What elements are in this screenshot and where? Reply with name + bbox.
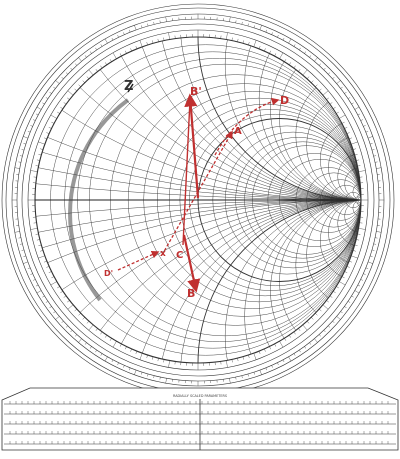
label-a: A	[234, 126, 242, 137]
ring-tick	[105, 62, 107, 64]
ruler-caption: RADIALLY SCALED PARAMETERS	[173, 394, 227, 398]
ring-tick	[123, 32, 124, 34]
ring-tick	[345, 127, 348, 128]
ring-tick	[328, 73, 330, 75]
ring-tick	[75, 309, 77, 311]
ring-tick	[75, 335, 77, 337]
ring-tick	[147, 42, 148, 45]
ring-tick	[361, 279, 363, 280]
ring-tick	[277, 363, 278, 365]
reactance-arc	[198, 0, 400, 200]
ring-tick	[266, 30, 267, 32]
ring-tick	[260, 370, 262, 375]
ring-tick	[75, 89, 77, 91]
ring-tick	[44, 138, 47, 139]
ring-tick	[319, 309, 321, 311]
ring-tick	[96, 328, 98, 330]
label-b-prime: B'	[190, 85, 202, 98]
ring-tick	[372, 250, 374, 251]
reactance-arc	[35, 0, 400, 200]
ring-tick	[15, 168, 20, 169]
ring-tick	[60, 107, 62, 109]
ring-tick	[304, 346, 305, 348]
ring-tick	[314, 58, 317, 62]
ring-tick	[42, 103, 44, 104]
ring-tick	[140, 353, 142, 360]
ring-tick	[315, 85, 317, 87]
ring-tick	[347, 266, 350, 267]
ring-tick	[40, 149, 43, 150]
ring-tick	[140, 40, 142, 47]
ring-tick	[136, 46, 137, 49]
ring-tick	[60, 291, 62, 293]
arc-to-d	[215, 100, 278, 155]
ring-tick	[326, 98, 328, 100]
ring-tick	[366, 268, 368, 269]
ring-tick	[349, 138, 352, 139]
ring-tick	[319, 64, 321, 66]
ring-tick	[68, 305, 73, 309]
ring-tick	[44, 261, 47, 262]
ring-tick	[294, 44, 295, 46]
ring-tick	[105, 335, 107, 337]
ring-tick	[375, 238, 377, 239]
ring-tick	[324, 330, 326, 332]
ring-tick	[125, 51, 126, 54]
ring-tick	[347, 132, 350, 133]
ring-tick	[40, 250, 43, 251]
ring-tick	[341, 87, 343, 89]
ring-tick	[166, 17, 167, 22]
ring-tick	[272, 32, 273, 34]
ring-tick	[160, 21, 161, 23]
ring-tick	[323, 91, 328, 95]
ring-tick	[277, 35, 278, 37]
ring-tick	[100, 332, 102, 334]
ring-tick	[344, 306, 346, 307]
ring-tick	[342, 277, 345, 278]
ring-tick	[298, 69, 300, 71]
ring-tick	[289, 357, 292, 361]
ring-tick	[349, 261, 352, 262]
ring-tick	[30, 274, 32, 275]
ring-tick	[358, 285, 360, 286]
ring-tick	[339, 115, 345, 119]
ring-tick	[324, 68, 326, 70]
ring-tick	[53, 311, 55, 313]
ring-tick	[363, 125, 365, 126]
ring-tick	[307, 77, 309, 79]
ring-tick	[110, 338, 112, 341]
ring-tick	[141, 372, 142, 374]
ring-tick	[31, 170, 38, 171]
ring-tick	[79, 313, 81, 315]
ring-tick	[358, 114, 360, 115]
ring-tick	[28, 268, 30, 269]
ring-tick	[294, 332, 296, 334]
ring-tick	[120, 344, 121, 347]
ring-tick	[366, 131, 368, 132]
label-d-prime: D'	[104, 269, 114, 278]
ring-tick	[33, 279, 35, 280]
ring-tick	[118, 35, 119, 37]
ring-tick	[46, 266, 49, 267]
ring-tick	[326, 300, 328, 302]
label-c-marker: x	[160, 249, 166, 259]
reactance-arc	[128, 0, 400, 200]
ring-tick	[141, 25, 142, 27]
ring-tick	[56, 316, 60, 319]
ring-tick	[15, 231, 20, 232]
ring-tick	[309, 55, 311, 57]
ring-tick	[57, 112, 60, 114]
ring-tick	[62, 77, 64, 79]
ring-tick	[101, 44, 102, 46]
ring-tick	[226, 33, 227, 40]
ring-tick	[66, 73, 68, 75]
ring-tick	[23, 262, 28, 264]
ring-tick	[298, 328, 300, 330]
ring-tick	[57, 286, 60, 288]
ring-tick	[51, 277, 54, 278]
ring-tick	[254, 25, 255, 27]
ring-tick	[49, 127, 52, 128]
ring-tick	[105, 357, 108, 361]
ring-tick	[345, 271, 348, 272]
ring-tick	[51, 282, 57, 286]
ring-tick	[37, 107, 41, 110]
ring-tick	[96, 69, 98, 71]
ring-tick	[112, 38, 113, 40]
ring-tick	[339, 282, 345, 286]
ring-tick	[118, 363, 119, 365]
ring-tick	[89, 325, 93, 330]
ring-tick	[283, 360, 284, 362]
ring-tick	[248, 42, 249, 45]
ring-tick	[370, 256, 372, 257]
ring-tick	[275, 344, 276, 347]
ring-tick	[28, 131, 30, 132]
ring-tick	[269, 51, 270, 54]
ring-tick	[248, 374, 249, 376]
ring-tick	[51, 115, 57, 119]
ring-tick	[272, 365, 273, 367]
ring-tick	[236, 21, 237, 23]
ring-tick	[87, 321, 89, 323]
ring-tick	[154, 376, 155, 378]
ring-tick	[95, 350, 96, 352]
ring-tick	[78, 58, 81, 62]
ring-tick	[359, 170, 366, 171]
ring-tick	[23, 256, 25, 257]
ring-tick	[236, 377, 237, 379]
ring-tick	[50, 306, 52, 307]
ring-tick	[363, 274, 365, 275]
ring-tick	[112, 360, 113, 362]
ring-tick	[280, 341, 284, 347]
ring-tick	[37, 291, 41, 294]
ring-tick	[20, 244, 22, 245]
ring-tick	[344, 92, 346, 93]
ring-tick	[19, 162, 21, 163]
ring-tick	[307, 321, 309, 323]
ring-tick	[23, 143, 25, 144]
ring-tick	[30, 125, 32, 126]
ring-tick	[113, 53, 117, 59]
ring-tick	[168, 33, 169, 40]
ring-tick	[374, 244, 376, 245]
ring-tick	[353, 250, 356, 251]
ring-tick	[160, 377, 161, 379]
ring-tick	[248, 24, 249, 26]
ring-tick	[333, 77, 335, 79]
ring-tick	[136, 351, 137, 354]
ring-tick	[284, 59, 286, 62]
line-to-a	[162, 132, 232, 255]
ring-tick	[71, 330, 73, 332]
ring-tick	[129, 368, 130, 370]
ring-tick	[226, 361, 227, 368]
ring-tick	[110, 59, 112, 62]
ring-tick	[259, 351, 260, 354]
ring-tick	[36, 285, 38, 286]
ring-tick	[248, 355, 249, 358]
ring-tick	[147, 374, 148, 376]
ring-tick	[330, 296, 332, 298]
ring-tick	[64, 102, 66, 104]
ring-tick	[89, 70, 93, 75]
ring-tick	[134, 370, 136, 375]
ring-tick	[314, 339, 317, 343]
ring-tick	[375, 162, 377, 163]
ring-tick	[33, 120, 35, 121]
ring-tick	[75, 64, 77, 66]
ring-tick	[64, 296, 66, 298]
ring-tick	[341, 311, 343, 313]
ring-tick	[315, 313, 317, 315]
ring-tick	[283, 38, 284, 40]
ring-tick	[129, 30, 130, 32]
ring-tick	[361, 120, 363, 121]
ring-tick	[333, 107, 335, 109]
label-c: C	[176, 250, 184, 261]
ring-tick	[259, 46, 260, 49]
ring-tick	[38, 256, 45, 258]
ring-tick	[49, 271, 52, 272]
ring-tick	[264, 48, 265, 51]
ring-tick	[337, 80, 341, 83]
ring-tick	[355, 291, 359, 294]
ring-tick	[337, 316, 341, 319]
ring-tick	[333, 321, 335, 323]
ring-tick	[280, 53, 284, 59]
ring-tick	[266, 368, 267, 370]
ring-tick	[166, 378, 167, 383]
ring-tick	[78, 339, 81, 343]
ring-tick	[359, 228, 366, 229]
ring-tick	[289, 39, 292, 43]
ring-tick	[348, 301, 350, 302]
ring-tick	[229, 17, 230, 22]
radial-scale-ruler	[2, 388, 398, 450]
ring-tick	[85, 55, 87, 57]
ring-tick	[355, 107, 359, 110]
ring-tick	[66, 326, 68, 328]
ring-tick	[120, 53, 121, 56]
ring-tick	[87, 77, 89, 79]
ring-tick	[51, 122, 54, 123]
ring-tick	[22, 149, 24, 150]
ring-tick	[90, 52, 91, 54]
ring-tick	[46, 132, 49, 133]
ring-tick	[79, 85, 81, 87]
ring-tick	[319, 335, 321, 337]
ring-tick	[254, 353, 256, 360]
ring-tick	[83, 317, 85, 319]
ring-tick	[333, 291, 335, 293]
ring-tick	[105, 39, 108, 43]
ring-tick	[67, 98, 69, 100]
ring-tick	[42, 296, 44, 297]
ring-tick	[22, 250, 24, 251]
ring-tick	[130, 349, 131, 352]
ring-tick	[311, 81, 313, 83]
ring-tick	[294, 66, 296, 68]
ring-tick	[351, 103, 353, 104]
ring-tick	[242, 376, 243, 378]
ring-tick	[254, 372, 255, 374]
ring-tick	[168, 361, 169, 368]
ring-tick	[20, 156, 22, 157]
ring-tick	[38, 142, 45, 144]
label-d: D	[280, 94, 290, 107]
ring-tick	[242, 22, 243, 24]
ring-tick	[303, 325, 307, 330]
ring-tick	[342, 122, 345, 123]
ring-tick	[284, 338, 286, 341]
reactance-arc	[180, 0, 400, 200]
ring-tick	[36, 114, 38, 115]
ring-tick	[53, 87, 55, 89]
ring-tick	[376, 168, 381, 169]
ring-tick	[330, 102, 332, 104]
ring-tick	[289, 62, 291, 64]
ring-tick	[125, 347, 126, 350]
ring-tick	[368, 136, 373, 138]
ring-tick	[289, 335, 291, 337]
ring-tick	[147, 355, 148, 358]
ring-tick	[130, 48, 131, 51]
ring-tick	[68, 91, 73, 95]
ring-tick	[154, 22, 155, 24]
ring-tick	[254, 40, 256, 47]
ring-tick	[67, 300, 69, 302]
ring-tick	[113, 341, 117, 347]
ring-tick	[147, 24, 148, 26]
ring-tick	[351, 142, 358, 144]
ring-tick	[351, 256, 358, 258]
ring-tick	[260, 25, 262, 30]
ring-tick	[370, 143, 372, 144]
ring-tick	[229, 378, 230, 383]
label-b: B	[187, 287, 196, 300]
ring-tick	[19, 238, 21, 239]
ring-tick	[62, 321, 64, 323]
ring-tick	[376, 231, 381, 232]
ring-tick	[123, 365, 124, 367]
ring-tick	[374, 156, 376, 157]
ring-tick	[309, 343, 311, 345]
ring-tick	[368, 262, 373, 264]
ring-tick	[323, 305, 328, 309]
ring-tick	[50, 92, 52, 93]
ring-tick	[56, 80, 60, 83]
ring-tick	[264, 349, 265, 352]
ring-tick	[299, 48, 300, 50]
ring-tick	[372, 149, 374, 150]
ring-tick	[134, 25, 136, 30]
ring-tick	[31, 228, 38, 229]
ring-tick	[294, 353, 295, 355]
ring-tick	[95, 48, 96, 50]
ring-tick	[328, 326, 330, 328]
ring-tick	[101, 353, 102, 355]
ring-tick	[83, 81, 85, 83]
ring-tick	[90, 346, 91, 348]
label-z: Z	[124, 79, 134, 94]
ring-tick	[353, 149, 356, 150]
ring-tick	[304, 52, 305, 54]
ring-tick	[46, 301, 48, 302]
line-d-prime	[118, 252, 158, 270]
ring-tick	[71, 68, 73, 70]
ring-tick	[336, 112, 339, 114]
ring-tick	[303, 70, 307, 75]
ring-tick	[46, 97, 48, 98]
ring-tick	[299, 350, 300, 352]
ring-tick	[85, 343, 87, 345]
ring-tick	[100, 66, 102, 68]
ring-tick	[319, 89, 321, 91]
ring-tick	[348, 97, 350, 98]
ring-tick	[23, 136, 28, 138]
ring-tick	[311, 317, 313, 319]
ring-tick	[336, 286, 339, 288]
ring-tick	[269, 347, 270, 350]
ring-tick	[275, 53, 276, 56]
ring-tick	[351, 296, 353, 297]
arrow-to-b	[184, 235, 196, 290]
